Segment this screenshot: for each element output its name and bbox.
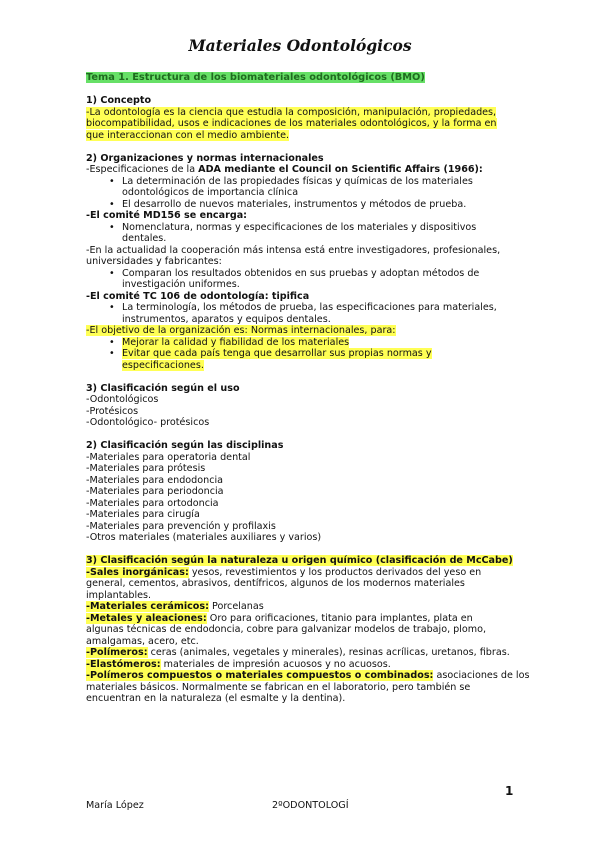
section-disciplinas-heading: 2) Clasificación según las disciplinas xyxy=(86,440,284,451)
actualidad-line: -En la actualidad la cooperación más intensa está entre investigadores, profesionales, xyxy=(86,244,501,256)
metales-line: algunas técnicas de endodoncia, cobre para galvanizar modelos de trabajo, plomo, xyxy=(86,624,487,635)
objetivo-line: -El objetivo de la organización es: Normas internacionales, para: xyxy=(86,325,396,336)
list-item: • Mejorar la calidad y fiabilidad de los materiales xyxy=(122,337,516,349)
tema-text: Tema 1. Estructura de los biomateriales odontológicos (BMO) xyxy=(86,72,425,83)
ada-bullet-list xyxy=(86,176,516,211)
metales-line: amalgamas, acero, etc. xyxy=(86,635,199,647)
sales-line: implantables. xyxy=(86,589,152,601)
footer-author: María López xyxy=(86,800,144,811)
section-uso-heading: 3) Clasificación según el uso xyxy=(86,382,240,394)
section-naturaleza-heading: 3) Clasificación según la naturaleza u origen químico (clasificación de McCabe) xyxy=(86,555,513,566)
section-organizaciones-heading: 2) Organizaciones y normas internacionales xyxy=(86,152,324,164)
polimeros-line: -Polímeros: ceras (animales, vegetales y minerales), resinas acrílicas, uretanos, fibras. xyxy=(86,647,510,658)
objetivo-bullet-list xyxy=(86,337,516,372)
sales-line: -Sales inorgánicas: yesos, revestimientos y los productos derivados del yeso en xyxy=(86,566,482,578)
ceramicos-line: -Materiales cerámicos: Porcelanas xyxy=(86,601,264,612)
list-item: -Odontológicos xyxy=(86,394,159,405)
tc106-bullet-list xyxy=(86,302,516,325)
footer-course: 2ºODONTOLOGÍ xyxy=(272,800,349,811)
ada-line: -Especificaciones de la ADA mediante el Council on Scientific Affairs (1966): xyxy=(86,164,483,175)
list-item: -Materiales para ortodoncia xyxy=(86,497,219,509)
list-item: • El desarrollo de nuevos materiales, instrumentos y métodos de prueba. xyxy=(122,199,516,211)
compuestos-line: -Polímeros compuestos o materiales compuestos o combinados: asociaciones de los xyxy=(86,670,530,681)
list-item: • Nomenclatura, normas y especificaciones de los materiales y dispositivos dentales. xyxy=(122,222,516,245)
document-title: Materiales Odontológicos xyxy=(188,36,412,55)
list-item: • Comparan los resultados obtenidos en sus pruebas y adoptan métodos de investigación uniformes. xyxy=(122,268,516,291)
list-item: -Materiales para cirugía xyxy=(86,509,200,520)
list-item: -Protésicos xyxy=(86,405,139,417)
list-item: • La determinación de las propiedades físicas y químicas de los materiales odontológicos de importancia clínica xyxy=(122,176,516,199)
actualidad-bullet-list xyxy=(86,268,516,291)
concepto-line: -La odontología es la ciencia que estudia la composición, manipulación, propiedades, xyxy=(86,106,497,118)
list-item: -Otros materiales (materiales auxiliares y varios) xyxy=(86,532,322,543)
tema-heading xyxy=(86,72,516,84)
tc106-heading: -El comité TC 106 de odontología: tipifica xyxy=(86,290,310,302)
list-item: -Materiales para endodoncia xyxy=(86,474,224,486)
compuestos-line: materiales básicos. Normalmente se fabrican en el laboratorio, pero también se xyxy=(86,681,471,693)
actualidad-line: universidades y fabricantes: xyxy=(86,256,222,267)
page-number: 1 xyxy=(505,784,514,798)
list-item: -Materiales para prótesis xyxy=(86,463,206,474)
list-item: -Materiales para periodoncia xyxy=(86,486,224,497)
concepto-line: que interaccionan con el medio ambiente. xyxy=(86,129,290,141)
list-item: -Materiales para operatoria dental xyxy=(86,451,251,463)
list-item: -Odontológico- protésicos xyxy=(86,417,210,428)
concepto-line: biocompatibilidad, usos e indicaciones de los materiales odontológicos, y la forma en xyxy=(86,118,497,129)
md156-heading: -El comité MD156 se encarga: xyxy=(86,210,247,221)
list-item: -Materiales para prevención y profilaxis xyxy=(86,520,276,532)
section-concepto-heading: 1) Concepto xyxy=(86,95,152,106)
document-body xyxy=(86,72,530,705)
md156-bullet-list xyxy=(86,222,516,245)
sales-line: general, cementos, abrasivos, dentífricos, algunos de los modernos materiales xyxy=(86,578,465,589)
list-item: • Evitar que cada país tenga que desarrollar sus propias normas y especificaciones. xyxy=(122,348,516,371)
list-item: • La terminología, los métodos de prueba, las especificaciones para materiales, instrumentos, aparatos y equipos dentales. xyxy=(122,302,516,325)
compuestos-line: encuentran en la naturaleza (el esmalte y la dentina). xyxy=(86,693,346,704)
metales-line: -Metales y aleaciones: Oro para orificaciones, titanio para implantes, plata en xyxy=(86,612,473,624)
elastomeros-line: -Elastómeros: materiales de impresión acuosos y no acuosos. xyxy=(86,658,391,670)
